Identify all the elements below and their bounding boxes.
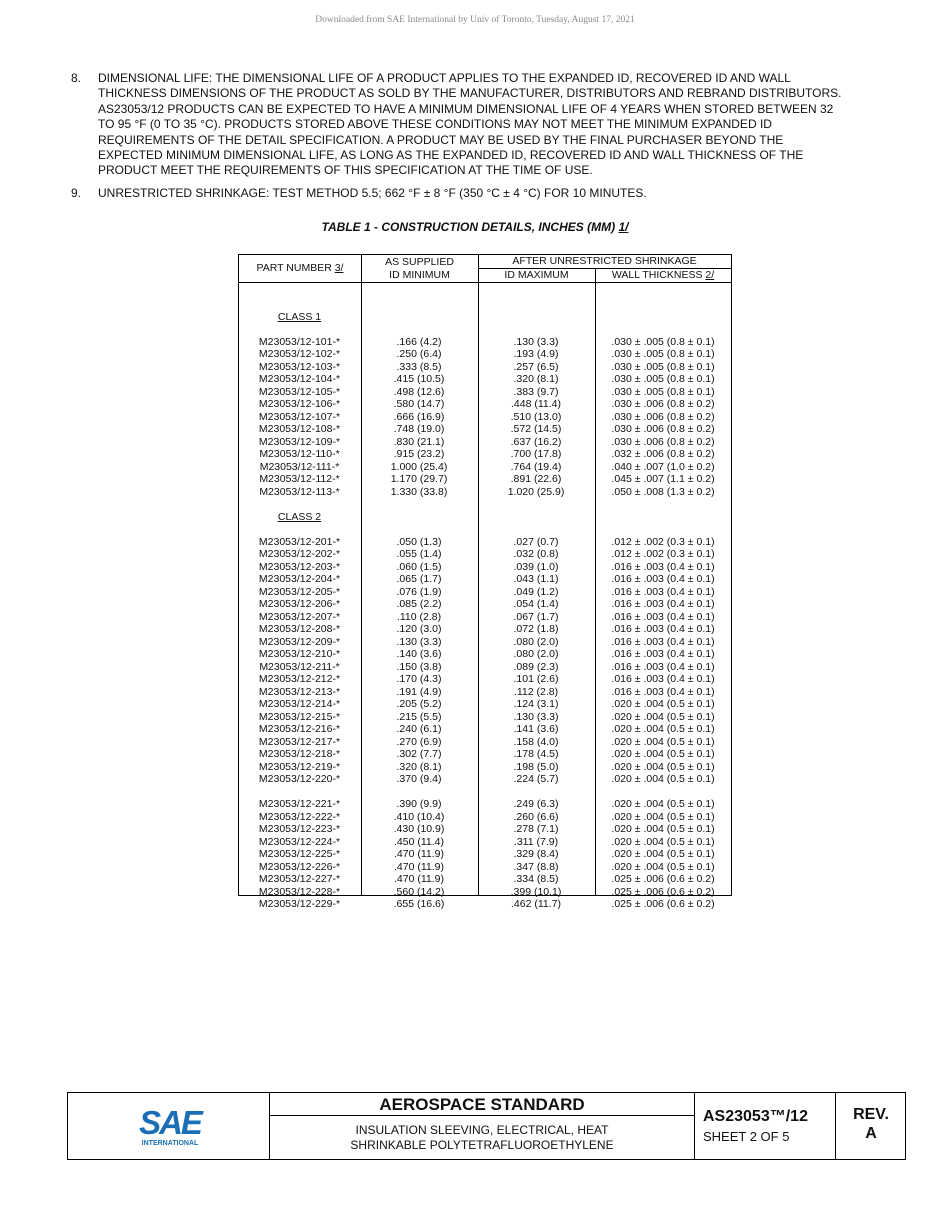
wall-thickness-cell: .030 ± .006 (0.8 ± 0.2) [611,398,715,410]
table-row [239,623,731,636]
id-max-cell: .101 (2.6) [513,673,559,685]
id-max-cell: .224 (5.7) [513,773,559,785]
wall-thickness-cell: .050 ± .008 (1.3 ± 0.2) [611,485,715,498]
as-supplied-id-min-cell: .390 (9.9) [396,798,442,810]
note-8 [71,71,851,179]
table-title [0,220,950,234]
as-supplied-id-min-cell: .430 (10.9) [393,823,445,835]
as-supplied-id-min-cell: .470 (11.9) [393,860,444,873]
standard-description: INSULATION SLEEVING, ELECTRICAL, HEAT SHRINKABLE POLYTETRAFLUOROETHYLENE [350,1123,614,1152]
as-supplied-id-min-cell: .410 (10.4) [393,810,445,823]
as-supplied-id-min-cell: .830 (21.1) [393,435,445,448]
wall-thickness-cell: .045 ± .007 (1.1 ± 0.2) [611,473,715,485]
part-number-cell: M23053/12-208-* [258,623,341,635]
table-row [239,473,731,486]
table-row [239,598,731,611]
as-supplied-id-min-cell: .655 (16.6) [393,898,445,910]
wall-thickness-cell: .016 ± .003 (0.4 ± 0.1) [611,660,715,673]
part-number-cell: M23053/12-216-* [258,723,341,735]
wall-thickness-cell: .030 ± .005 (0.8 ± 0.1) [611,373,715,385]
part-number-cell: M23053/12-111-* [259,460,340,473]
spacer-row [239,523,731,536]
spacer-row [239,298,731,311]
part-number-cell: M23053/12-229-* [258,898,341,910]
as-supplied-id-min-cell: .560 (14.2) [393,885,445,898]
table-row [239,411,731,424]
sae-logo [130,1103,210,1149]
id-max-cell: .049 (1.2) [513,585,559,598]
part-number-cell: M23053/12-203-* [258,560,341,573]
table-row [239,548,731,561]
wall-thickness-cell: .016 ± .003 (0.4 ± 0.1) [611,623,715,635]
part-number-cell: M23053/12-201-* [258,535,341,548]
part-number-cell: M23053/12-105-* [258,385,341,398]
as-supplied-id-min-cell: .498 (12.6) [393,385,445,398]
part-number-cell: M23053/12-112-* [259,473,340,485]
spacer-row [239,498,731,511]
as-supplied-id-min-cell: .748 (19.0) [393,423,445,435]
id-max-cell: .158 (4.0) [513,735,559,748]
id-max-cell: .089 (2.3) [513,660,559,673]
part-number-cell: M23053/12-206-* [258,598,341,610]
as-supplied-id-min-cell: .050 (1.3) [396,535,442,548]
wall-thickness-cell: .020 ± .004 (0.5 ± 0.1) [611,848,715,860]
spacer-row [239,786,731,799]
sae-logo-text: SAE [139,1104,201,1141]
table-row [239,448,731,461]
table-row [239,686,731,699]
table-row [239,561,731,574]
id-max-cell: .112 (2.8) [513,685,559,698]
part-number-cell: M23053/12-102-* [258,348,341,360]
wall-thickness-cell: .020 ± .004 (0.5 ± 0.1) [611,835,715,848]
table-title-footnote: 1/ [618,220,629,234]
wall-thickness-cell: .016 ± .003 (0.4 ± 0.1) [611,573,715,585]
as-supplied-id-min-cell: .205 (5.2) [396,698,442,710]
wall-thickness-cell: .012 ± .002 (0.3 ± 0.1) [611,535,715,548]
wall-thickness-cell: .016 ± .003 (0.4 ± 0.1) [611,585,715,598]
table-row [239,611,731,624]
class-heading-row [239,511,731,524]
document-number: AS23053™/12 [703,1108,808,1125]
id-max-cell: .054 (1.4) [513,598,559,610]
part-number-cell: M23053/12-227-* [258,873,341,885]
download-watermark: Downloaded from SAE International by Univ of Toronto, Tuesday, August 17, 2021 [315,15,635,25]
table-row [239,586,731,599]
wall-thickness-cell: .020 ± .004 (0.5 ± 0.1) [611,773,715,785]
table-row [239,423,731,436]
wall-thickness-cell: .030 ± .005 (0.8 ± 0.1) [611,360,715,373]
wall-thickness-cell: .020 ± .004 (0.5 ± 0.1) [611,748,715,760]
header-id-maximum: ID MAXIMUM [504,269,569,281]
wall-thickness-cell: .020 ± .004 (0.5 ± 0.1) [611,810,715,823]
id-max-cell: .130 (3.3) [513,710,559,723]
wall-thickness-cell: .012 ± .002 (0.3 ± 0.1) [611,548,715,560]
as-supplied-id-min-cell: .055 (1.4) [396,548,442,560]
id-max-cell: .510 (13.0) [510,410,562,423]
as-supplied-id-min-cell: .580 (14.7) [393,398,445,410]
id-max-cell: .067 (1.7) [513,610,559,623]
id-max-cell: .448 (11.4) [510,398,561,410]
table-row [239,436,731,449]
as-supplied-id-min-cell: .150 (3.8) [396,660,442,673]
part-number-cell: M23053/12-104-* [258,373,341,385]
part-number-cell: M23053/12-108-* [258,423,341,435]
as-supplied-id-min-cell: .140 (3.6) [396,648,442,660]
wall-thickness-cell: .016 ± .003 (0.4 ± 0.1) [611,598,715,610]
as-supplied-id-min-cell: 1.330 (33.8) [390,485,448,498]
id-max-cell: .032 (0.8) [513,548,559,560]
wall-thickness-cell: .025 ± .006 (0.6 ± 0.2) [611,898,715,910]
as-supplied-id-min-cell: .270 (6.9) [396,735,442,748]
table-row [239,536,731,549]
id-max-cell: .039 (1.0) [513,560,559,573]
wall-thickness-cell: .020 ± .004 (0.5 ± 0.1) [611,698,715,710]
as-supplied-id-min-cell: .065 (1.7) [396,573,442,585]
as-supplied-id-min-cell: 1.000 (25.4) [390,460,448,473]
as-supplied-id-min-cell: .915 (23.2) [393,448,445,460]
table-row [239,823,731,836]
part-number-cell: M23053/12-204-* [258,573,341,585]
part-number-cell: M23053/12-225-* [258,848,341,860]
id-max-cell: .347 (8.8) [513,860,559,873]
table-row [239,761,731,774]
table-row [239,636,731,649]
as-supplied-id-min-cell: .470 (11.9) [393,873,444,885]
part-number-cell: M23053/12-223-* [258,823,341,835]
part-number-cell: M23053/12-209-* [258,635,341,648]
part-number-cell: M23053/12-226-* [258,860,341,873]
as-supplied-id-min-cell: .470 (11.9) [393,848,444,860]
wall-thickness-cell: .030 ± .005 (0.8 ± 0.1) [611,335,715,348]
id-max-cell: .072 (1.8) [513,623,559,635]
part-number-cell: M23053/12-220-* [258,773,341,785]
as-supplied-id-min-cell: .250 (6.4) [396,348,442,360]
part-number-cell: M23053/12-211-* [259,660,340,673]
wall-thickness-cell: .020 ± .004 (0.5 ± 0.1) [611,860,715,873]
id-max-cell: .399 (10.1) [510,885,562,898]
table-row [239,848,731,861]
table-row [239,798,731,811]
table-row [239,398,731,411]
wall-thickness-cell: .030 ± .005 (0.8 ± 0.1) [611,385,715,398]
wall-thickness-cell: .025 ± .006 (0.6 ± 0.2) [611,885,715,898]
table-row [239,336,731,349]
table-row [239,648,731,661]
id-max-cell: .311 (7.9) [513,835,559,848]
wall-thickness-cell: .020 ± .004 (0.5 ± 0.1) [611,798,715,810]
part-number-cell: M23053/12-205-* [258,585,341,598]
table-title-text: TABLE 1 - CONSTRUCTION DETAILS, INCHES (MM) [321,220,619,234]
wall-thickness-cell: .020 ± .004 (0.5 ± 0.1) [611,760,715,773]
revision: REV. A [853,1106,889,1142]
id-max-cell: .198 (5.0) [513,760,559,773]
table-row [239,736,731,749]
sheet-number: SHEET 2 OF 5 [703,1129,790,1144]
id-max-cell: .193 (4.9) [513,348,559,360]
id-max-cell: .764 (19.4) [510,460,562,473]
as-supplied-id-min-cell: .333 (8.5) [396,360,442,373]
table-row [239,661,731,674]
table-row [239,361,731,374]
table-row [239,873,731,886]
as-supplied-id-min-cell: .130 (3.3) [396,635,442,648]
part-number-cell: M23053/12-101-* [258,335,341,348]
wall-thickness-cell: .016 ± .003 (0.4 ± 0.1) [611,673,715,685]
wall-thickness-cell: .030 ± .005 (0.8 ± 0.1) [611,348,715,360]
as-supplied-id-min-cell: .120 (3.0) [396,623,442,635]
id-max-cell: .891 (22.6) [510,473,562,485]
as-supplied-id-min-cell: .370 (9.4) [396,773,442,785]
wall-thickness-cell: .032 ± .006 (0.8 ± 0.2) [611,448,715,460]
as-supplied-id-min-cell: .191 (4.9) [396,685,442,698]
as-supplied-id-min-cell: .666 (16.9) [393,410,445,423]
table-row [239,836,731,849]
part-number-cell: M23053/12-109-* [258,435,341,448]
table-row [239,673,731,686]
note-number: 8. [71,71,82,85]
note-number: 9. [71,186,82,200]
as-supplied-id-min-cell: .320 (8.1) [396,760,442,773]
spacer-row [239,323,731,336]
id-max-cell: .080 (2.0) [513,648,559,660]
wall-thickness-cell: .030 ± .006 (0.8 ± 0.2) [611,410,715,423]
id-max-cell: .329 (8.4) [513,848,559,860]
wall-thickness-cell: .025 ± .006 (0.6 ± 0.2) [611,873,715,885]
part-number-cell: M23053/12-219-* [258,760,341,773]
part-number-cell: M23053/12-224-* [258,835,341,848]
as-supplied-id-min-cell: 1.170 (29.7) [390,473,448,485]
wall-thickness-cell: .040 ± .007 (1.0 ± 0.2) [611,460,715,473]
as-supplied-id-min-cell: .215 (5.5) [396,710,442,723]
part-number-cell: M23053/12-207-* [258,610,341,623]
wall-thickness-cell: .016 ± .003 (0.4 ± 0.1) [611,610,715,623]
wall-thickness-cell: .020 ± .004 (0.5 ± 0.1) [611,823,715,835]
table-row [239,861,731,874]
table-row [239,486,731,499]
part-number-cell: M23053/12-103-* [258,360,341,373]
table-row [239,811,731,824]
part-number-cell: M23053/12-228-* [258,885,341,898]
table-row [239,698,731,711]
as-supplied-id-min-cell: .060 (1.5) [396,560,442,573]
id-max-cell: .027 (0.7) [513,535,559,548]
table-row [239,373,731,386]
sae-logo-subtext: INTERNATIONAL [141,1140,199,1147]
as-supplied-id-min-cell: .166 (4.2) [396,335,442,348]
title-block-rule [269,1115,694,1116]
wall-thickness-cell: .020 ± .004 (0.5 ± 0.1) [611,735,715,748]
id-max-cell: .320 (8.1) [513,373,559,385]
as-supplied-id-min-cell: .240 (6.1) [396,723,442,735]
table-row [239,461,731,474]
wall-thickness-cell: .016 ± .003 (0.4 ± 0.1) [611,560,715,573]
part-number-cell: M23053/12-210-* [258,648,341,660]
id-max-cell: .383 (9.7) [513,385,559,398]
as-supplied-id-min-cell: .415 (10.5) [393,373,445,385]
table-row [239,573,731,586]
header-part-number: PART NUMBER 3/ [256,262,344,274]
note-text: DIMENSIONAL LIFE: THE DIMENSIONAL LIFE OF A PRODUCT APPLIES TO THE EXPANDED ID, RECOVERED ID AND WALL THICKNESS DIMENSIONS OF THE PRODUCT AS SOLD BY THE MANUFACTURER, DISTRIBUTORS AND REBRAND DISTRIBUTORS. AS23053/12 PRODUCTS CAN BE EXPECTED TO HAVE A MINIMUM DIMENSIONAL LIFE OF 4 YEARS WHEN STORED BETWEEN 32 TO 95 °F (0 TO 35 °C). PRODUCTS STORED ABOVE THESE CONDITIONS MAY NOT MEET THE MINIMUM EXPANDED ID REQUIREMENTS OF THE DETAIL SPECIFICATION. A PRODUCT MAY BE USED BY THE FINAL PURCHASER BEYOND THE EXPECTED MINIMUM DIMENSIONAL LIFE, AS LONG AS THE EXPANDED ID, RECOVERED ID AND WALL THICKNESS OF THE PRODUCT MEET THE REQUIREMENTS OF THIS SPECIFICATION AT THE TIME OF USE. [98,71,842,178]
part-number-cell: M23053/12-221-* [258,798,341,810]
table-row [239,348,731,361]
table-row [239,886,731,899]
class-heading: CLASS 2 [277,510,322,523]
id-max-cell: .334 (8.5) [513,873,559,885]
title-block-divider [694,1093,695,1159]
note-text: UNRESTRICTED SHRINKAGE: TEST METHOD 5.5; 662 °F ± 8 °F (350 °C ± 4 °C) FOR 10 MINUTES. [98,186,647,200]
wall-thickness-cell: .030 ± .006 (0.8 ± 0.2) [611,423,715,435]
table-row [239,748,731,761]
part-number-cell: M23053/12-215-* [258,710,341,723]
header-after-shrinkage: AFTER UNRESTRICTED SHRINKAGE [512,255,697,267]
header-as-supplied: AS SUPPLIED ID MINIMUM [385,256,454,281]
part-number-cell: M23053/12-222-* [258,810,341,823]
id-max-cell: .249 (6.3) [513,798,559,810]
table-row [239,723,731,736]
part-number-cell: M23053/12-107-* [258,410,341,423]
header-rule [239,282,731,283]
part-number-cell: M23053/12-213-* [258,685,341,698]
id-max-cell: .260 (6.6) [513,810,559,823]
id-max-cell: .462 (11.7) [510,898,561,910]
id-max-cell: .043 (1.1) [513,573,559,585]
table-body [239,298,731,911]
part-number-cell: M23053/12-113-* [259,485,340,498]
class-heading: CLASS 1 [277,310,322,323]
id-max-cell: 1.020 (25.9) [507,485,565,498]
as-supplied-id-min-cell: .076 (1.9) [396,585,442,598]
standard-title: AEROSPACE STANDARD [379,1095,585,1114]
id-max-cell: .178 (4.5) [513,748,559,760]
id-max-cell: .278 (7.1) [513,823,559,835]
as-supplied-id-min-cell: .170 (4.3) [396,673,442,685]
id-max-cell: .124 (3.1) [513,698,559,710]
note-9 [71,186,851,201]
wall-thickness-cell: .016 ± .003 (0.4 ± 0.1) [611,685,715,698]
wall-thickness-cell: .020 ± .004 (0.5 ± 0.1) [611,723,715,735]
part-number-cell: M23053/12-212-* [258,673,341,685]
wall-thickness-cell: .016 ± .003 (0.4 ± 0.1) [611,648,715,660]
part-number-cell: M23053/12-106-* [258,398,341,410]
id-max-cell: .637 (16.2) [510,435,562,448]
wall-thickness-cell: .016 ± .003 (0.4 ± 0.1) [611,635,715,648]
as-supplied-id-min-cell: .302 (7.7) [396,748,442,760]
as-supplied-id-min-cell: .085 (2.2) [396,598,442,610]
part-number-cell: M23053/12-110-* [259,448,340,460]
title-block [67,1092,906,1160]
id-max-cell: .257 (6.5) [513,360,559,373]
wall-thickness-cell: .020 ± .004 (0.5 ± 0.1) [611,710,715,723]
id-max-cell: .572 (14.5) [510,423,562,435]
part-number-cell: M23053/12-217-* [258,735,341,748]
as-supplied-id-min-cell: .110 (2.8) [396,610,442,623]
header-wall-thickness: WALL THICKNESS 2/ [611,269,715,281]
class-heading-row [239,311,731,324]
table-row [239,386,731,399]
table-row [239,898,731,911]
wall-thickness-cell: .030 ± .006 (0.8 ± 0.2) [611,435,715,448]
construction-table [238,254,732,910]
part-number-cell: M23053/12-218-* [258,748,341,760]
id-max-cell: .130 (3.3) [513,335,559,348]
part-number-cell: M23053/12-214-* [258,698,341,710]
part-number-cell: M23053/12-202-* [258,548,341,560]
id-max-cell: .700 (17.8) [510,448,562,460]
id-max-cell: .080 (2.0) [513,635,559,648]
table-row [239,711,731,724]
table-row [239,773,731,786]
as-supplied-id-min-cell: .450 (11.4) [393,835,444,848]
id-max-cell: .141 (3.6) [513,723,559,735]
